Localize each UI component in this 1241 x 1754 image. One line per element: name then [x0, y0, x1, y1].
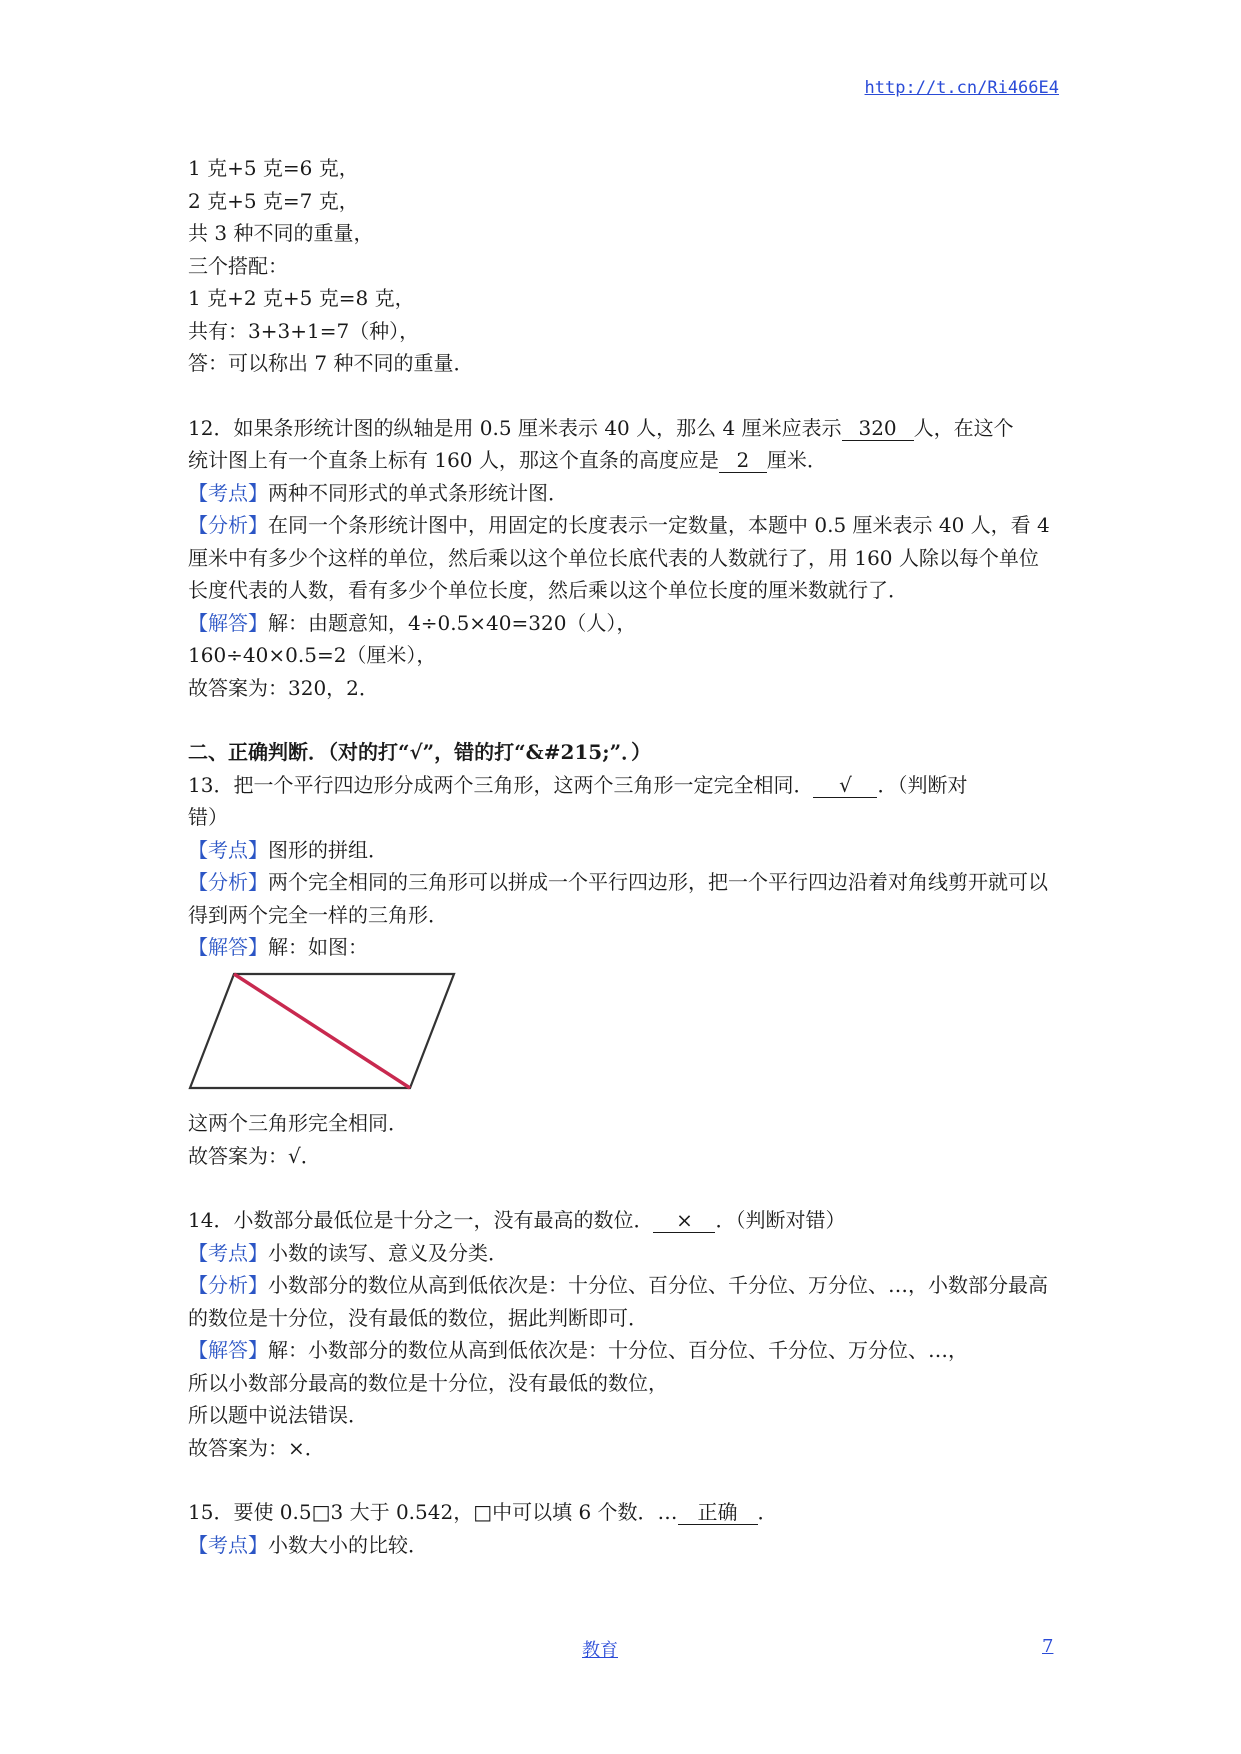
- prev-answer: [188, 152, 1058, 380]
- section-heading: 二、正确判断．（对的打“√”，错的打“&#215;”．）: [188, 740, 652, 764]
- kaodian: 【考点】图形的拼组．: [188, 837, 388, 862]
- prev-line: 三个搭配：: [188, 253, 288, 278]
- answer-blank: 2: [719, 448, 767, 473]
- fenxi: 【分析】两个完全相同的三角形可以拼成一个平行四边形，把一个平行四边沿着对角线剪开就可以得到两个完全一样的三角形．: [188, 870, 1048, 927]
- question-13: [188, 769, 1058, 1173]
- prev-line: 答：可以称出 7 种不同的重量．: [188, 351, 474, 375]
- jieda-line: 故答案为：×．: [188, 1435, 325, 1460]
- jieda-tag: 【解答】: [188, 610, 268, 635]
- prev-line: 1 克+2 克+5 克=8 克，: [188, 286, 415, 310]
- kaodian-tag: 【考点】: [188, 1240, 268, 1265]
- question-14: [188, 1204, 1058, 1464]
- jieda-line: 故答案为：√．: [188, 1143, 321, 1168]
- prev-line: 2 克+5 克=7 克，: [188, 188, 359, 213]
- page-content: [188, 152, 1058, 1561]
- jieda-tag: 【解答】: [188, 935, 268, 959]
- question-15: [188, 1496, 1058, 1561]
- fenxi-tag: 【分析】: [188, 513, 268, 537]
- question-stem: 统计图上有一个直条上标有 160 人，那这个直条的高度应是 2 厘米．: [188, 448, 827, 472]
- kaodian-tag: 【考点】: [188, 837, 268, 862]
- fenxi: 【分析】小数部分的数位从高到低依次是：十分位、百分位、千分位、万分位、…，小数部分最高的数位是十分位，没有最低的数位，据此判断即可．: [188, 1273, 1048, 1330]
- answer-blank: √: [813, 773, 877, 798]
- kaodian-tag: 【考点】: [188, 480, 268, 505]
- jieda: 【解答】解：小数部分的数位从高到低依次是：十分位、百分位、千分位、万分位、…，: [188, 1338, 968, 1362]
- parallelogram-figure: [188, 968, 460, 1096]
- jieda-tag: 【解答】: [188, 1338, 268, 1362]
- question-stem: 12．如果条形统计图的纵轴是用 0.5 厘米表示 40 人，那么 4 厘米应表示 320 人，在这个: [188, 415, 1014, 440]
- prev-line: 1 克+5 克=6 克，: [188, 156, 359, 180]
- answer-blank: 320: [842, 416, 914, 441]
- prev-line: 共有：3+3+1=7（种），: [188, 318, 420, 343]
- prev-line: 共 3 种不同的重量，: [188, 221, 374, 245]
- page-number: 7: [1042, 1636, 1054, 1657]
- jieda-line: 所以题中说法错误．: [188, 1403, 368, 1427]
- kaodian: 【考点】小数的读写、意义及分类．: [188, 1240, 508, 1265]
- footer-link[interactable]: 教育: [582, 1640, 618, 1661]
- question-stem: 15．要使 0.5□3 大于 0.542，□中可以填 6 个数．… 正确 ．: [188, 1500, 778, 1524]
- jieda-line: 所以小数部分最高的数位是十分位，没有最低的数位，: [188, 1370, 668, 1395]
- jieda: 【解答】解：由题意知，4÷0.5×40=320（人），: [188, 610, 637, 635]
- jieda: 【解答】解：如图：: [188, 935, 368, 959]
- answer-blank: ×: [653, 1208, 715, 1233]
- fenxi: 【分析】在同一个条形统计图中，用固定的长度表示一定数量，本题中 0.5 厘米表示 40 人，看 4 厘米中有多少个这样的单位，然后乘以这个单位长底代表的人数就行了，用 160 人除以每个单位长度代表的人数，看有多少个单位长度，然后乘以这个单位长度的厘米数就行了．: [188, 513, 1050, 602]
- fenxi-tag: 【分析】: [188, 870, 268, 894]
- jieda-line: 这两个三角形完全相同．: [188, 1111, 408, 1135]
- question-stem: 13．把一个平行四边形分成两个三角形，这两个三角形一定完全相同． √ ．（判断对: [188, 772, 968, 797]
- question-12: [188, 412, 1058, 705]
- jieda-line: 故答案为：320，2．: [188, 675, 379, 700]
- answer-blank: 正确: [678, 1500, 758, 1525]
- jieda-line: 160÷40×0.5=2（厘米），: [188, 643, 437, 667]
- kaodian: 【考点】小数大小的比较．: [188, 1532, 428, 1557]
- question-stem: 错）: [188, 805, 228, 829]
- kaodian-tag: 【考点】: [188, 1532, 268, 1557]
- fenxi-tag: 【分析】: [188, 1273, 268, 1297]
- kaodian: 【考点】两种不同形式的单式条形统计图．: [188, 480, 568, 505]
- question-stem: 14．小数部分最低位是十分之一，没有最高的数位． × ．（判断对错）: [188, 1208, 846, 1232]
- header-link[interactable]: http://t.cn/Ri466E4: [864, 78, 1059, 98]
